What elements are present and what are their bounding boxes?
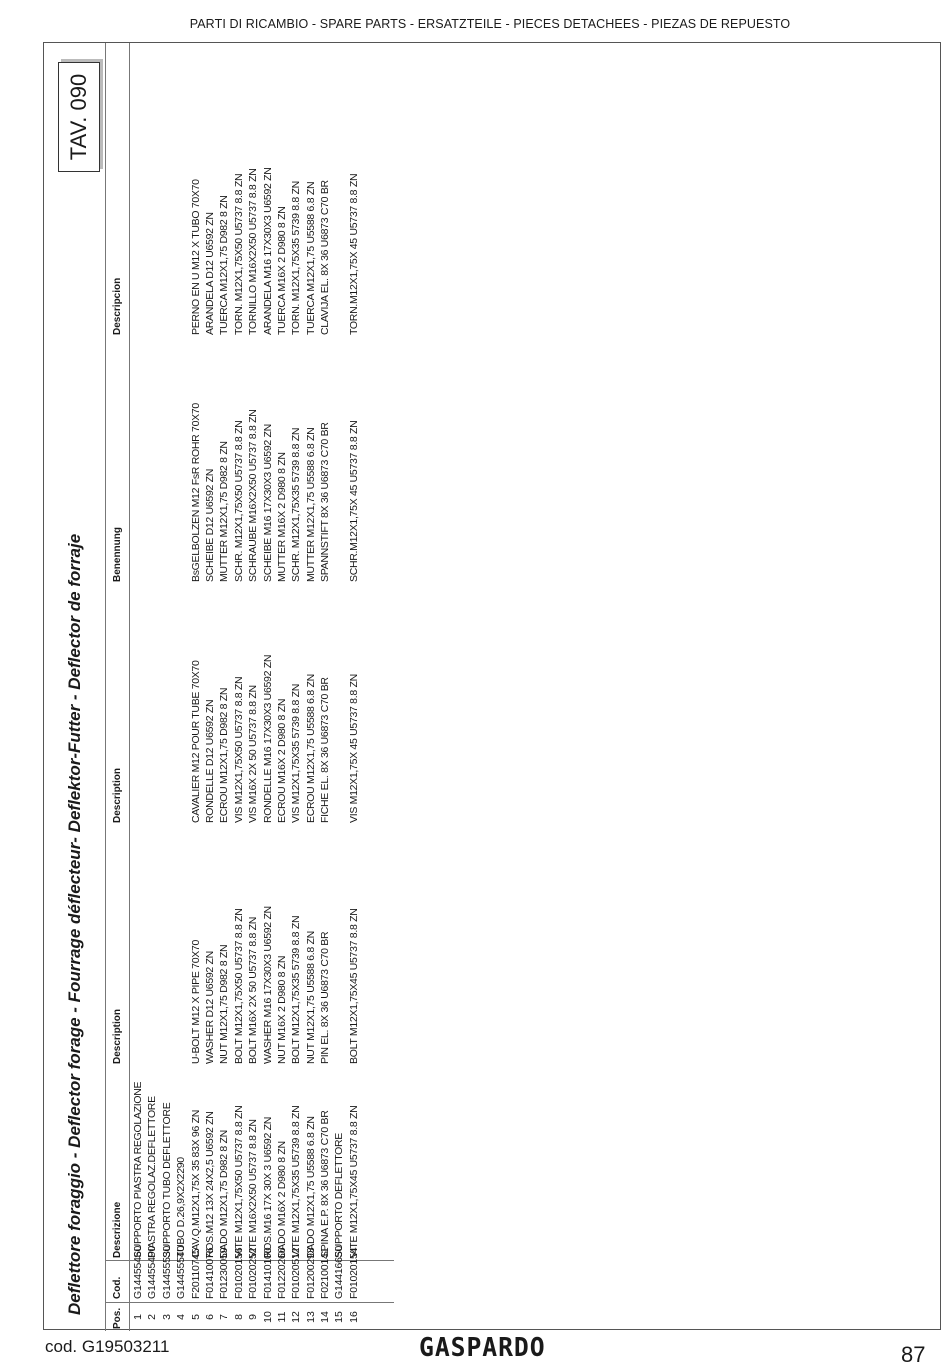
cell-pos: 12 (290, 1311, 303, 1323)
cell-cod: F01020154 (347, 1247, 360, 1299)
table-row (318, 43, 332, 1331)
column-header-cod: Cod. (112, 1276, 123, 1299)
cell-french: CAVALIER M12 POUR TUBE 70X70 (189, 660, 202, 823)
cell-french: RONDELLE M16 17X30X3 U6592 ZN (261, 654, 274, 823)
cell-pos: 8 (232, 1314, 245, 1320)
cell-italian: SUPPORTO DEFLETTORE (333, 1133, 346, 1258)
cell-german: SPANNSTIFT 8X 36 U6873 C70 BR (319, 422, 332, 582)
table-row (347, 43, 361, 1331)
cell-french: ECROU M12X1,75 D982 8 ZN (218, 687, 231, 823)
cell-cod: F01410100 (261, 1247, 274, 1299)
cell-english: BOLT M12X1,75X35 5739 8.8 ZN (290, 915, 303, 1064)
cell-french: RONDELLE D12 U6592 ZN (203, 699, 216, 823)
table-row (246, 43, 260, 1331)
cell-english: WASHER M16 17X30X3 U6592 ZN (261, 906, 274, 1064)
cell-cod: F02100141 (319, 1247, 332, 1299)
brand-logo: GASPARDO (419, 1333, 546, 1363)
cell-spanish: ARANDELA M16 17X30X3 U6592 ZN (261, 167, 274, 335)
cell-cod: F01020512 (290, 1247, 303, 1299)
cell-italian: SUPPORTO TUBO DEFLETTORE (160, 1102, 173, 1258)
cell-spanish: TORN. M12X1,75X50 U5737 8.8 ZN (232, 173, 245, 335)
cell-spanish: TUERCA M16X 2 D980 8 ZN (275, 206, 288, 335)
rotated-table-area (44, 43, 942, 1331)
column-header-french: Description (112, 767, 123, 823)
table-row (261, 43, 275, 1331)
cell-cod: G14416650 (333, 1245, 346, 1299)
cell-english: BOLT M12X1,75X50 U5737 8.8 ZN (232, 908, 245, 1064)
table-header-rule (129, 43, 130, 1331)
table-reference-box: TAV. 090 (58, 62, 100, 172)
cell-italian: ROS.M12 13X 24X2,5 U6592 ZN (203, 1111, 216, 1258)
cell-italian: ROS.M16 17X 30X 3 U6592 ZN (261, 1116, 274, 1258)
cell-german: BsGELBOLZEN M12 FsR ROHR 70X70 (189, 403, 202, 582)
cell-italian: SPINA E.P. 8X 36 U6873 C70 BR (319, 1110, 332, 1258)
table-row (189, 43, 203, 1331)
cell-french: VIS M16X 2X 50 U5737 8.8 ZN (247, 685, 260, 823)
cell-italian: SUPPORTO PIASTRA REGOLAZIONE (132, 1081, 144, 1258)
cell-english: NUT M12X1,75 U5588 6.8 ZN (304, 931, 317, 1064)
table-row (289, 43, 303, 1331)
parts-sheet (43, 42, 941, 1330)
document-code: cod. G19503211 (45, 1337, 170, 1356)
cell-spanish: CLAVIJA EL. 8X 36 U6873 C70 BR (319, 180, 332, 335)
cell-italian: VITE M12X1,75X50 U5737 8.8 ZN (232, 1105, 245, 1258)
table-row (217, 43, 231, 1331)
cell-cod: F01220266 (275, 1247, 288, 1299)
column-header-german: Benennung (112, 527, 123, 582)
cell-pos: 9 (247, 1314, 260, 1320)
cell-pos: 4 (175, 1314, 188, 1320)
cell-spanish: TUERCA M12X1,75 U5588 6.8 ZN (304, 181, 317, 335)
cell-german: SCHR.M12X1,75X 45 U5737 8.8 ZN (347, 420, 360, 582)
cell-german: SCHR. M12X1,75X50 U5737 8.8 ZN (232, 420, 245, 582)
cell-german: SCHEIBE D12 U6592 ZN (203, 468, 216, 582)
table-row (131, 43, 145, 1331)
cell-cod: F20110745 (189, 1248, 202, 1299)
table-row (332, 43, 346, 1331)
table-row (174, 43, 188, 1331)
cell-french: ECROU M16X 2 D980 8 ZN (275, 698, 288, 823)
cell-german: SCHEIBE M16 17X30X3 U6592 ZN (261, 424, 274, 582)
cell-pos: 6 (203, 1314, 216, 1320)
cell-cod: F01200293 (304, 1247, 317, 1299)
cell-italian: VITE M16X2X50 U5737 8.8 ZN (247, 1119, 260, 1258)
cell-italian: DADO M12X1,75 U5588 6.8 ZN (304, 1116, 317, 1258)
table-row (275, 43, 289, 1331)
spare-parts-languages-header: PARTI DI RICAMBIO - SPARE PARTS - ERSATZTEILE - PIECES DETACHEES - PIEZAS DE REPUESTO (189, 17, 791, 31)
table-row (304, 43, 318, 1331)
cell-pos: 3 (160, 1314, 173, 1320)
cell-cod: F01020252 (247, 1247, 260, 1299)
column-header-spanish: Descripcion (112, 277, 123, 335)
cell-pos: 7 (218, 1314, 231, 1320)
cell-pos: 2 (146, 1314, 159, 1320)
cell-italian: VITE M12X1,75X45 U5737 8.8 ZN (347, 1105, 360, 1258)
cell-pos: 14 (319, 1311, 332, 1323)
cell-german: MUTTER M12X1,75 U5588 6.8 ZN (304, 427, 317, 582)
cell-spanish: PERNO EN U M12 X TUBO 70X70 (189, 179, 202, 335)
page-title: Deflettore foraggio - Deflector forage - Fourrage déflecteur- Deflektor-Futter - Deflector de forraje (65, 533, 84, 1315)
cell-spanish: TORN.M12X1,75X 45 U5737 8.8 ZN (347, 173, 360, 335)
cell-italian: DADO M12X1,75 D982 8 ZN (218, 1130, 231, 1258)
cell-cod: G14455540 (175, 1245, 188, 1299)
cell-german: MUTTER M12X1,75 D982 8 ZN (218, 441, 231, 582)
column-header-english: Description (112, 1008, 123, 1064)
cell-pos: 16 (347, 1311, 360, 1323)
table-row (160, 43, 174, 1331)
page-number: 87 (901, 1342, 926, 1367)
cell-pos: 13 (304, 1311, 317, 1323)
cell-german: SCHRAUBE M16X2X50 U5737 8.8 ZN (247, 409, 260, 582)
cell-cod: G14455460 (132, 1245, 144, 1299)
cell-pos: 15 (333, 1311, 346, 1323)
parts-table-body (131, 43, 361, 1331)
cell-german: MUTTER M16X 2 D980 8 ZN (275, 452, 288, 582)
table-row (203, 43, 217, 1331)
cell-french: ECROU M12X1,75 U5588 6.8 ZN (304, 674, 317, 823)
cell-cod: F01230059 (218, 1247, 231, 1299)
cell-cod: G14455530 (160, 1245, 173, 1299)
cell-pos: 10 (261, 1311, 274, 1323)
column-header-italian: Descrizione (112, 1201, 123, 1258)
cell-english: NUT M12X1,75 D982 8 ZN (218, 944, 231, 1064)
cell-italian: VITE M12X1,75X35 U5739 8.8 ZN (290, 1105, 303, 1258)
cell-french: VIS M12X1,75X35 5739 8.8 ZN (290, 684, 303, 823)
cell-english: BOLT M12X1,75X45 U5737 8.8 ZN (347, 908, 360, 1064)
cell-english: U-BOLT M12 X PIPE 70X70 (189, 939, 202, 1064)
cell-german: SCHR. M12X1,75X35 5739 8.8 ZN (290, 427, 303, 582)
cell-cod: F01020156 (232, 1247, 245, 1299)
cell-italian: DADO M16X 2 D980 8 ZN (275, 1141, 288, 1258)
table-row (145, 43, 159, 1331)
cell-french: VIS M12X1,75X 45 U5737 8.8 ZN (347, 674, 360, 823)
cell-english: WASHER D12 U6592 ZN (203, 951, 216, 1064)
cell-italian: TUBO D.26,9X2X2290 (175, 1157, 188, 1258)
column-header-pos: Pos. (112, 1307, 123, 1329)
cell-cod: G14455490 (146, 1245, 159, 1299)
cell-spanish: ARANDELA D12 U6592 ZN (203, 212, 216, 335)
cell-cod: F01410076 (203, 1247, 216, 1299)
table-top-rule (105, 43, 106, 1331)
cell-pos: 1 (132, 1314, 144, 1320)
cell-french: VIS M12X1,75X50 U5737 8.8 ZN (232, 676, 245, 823)
cell-english: PIN EL. 8X 36 U6873 C70 BR (319, 931, 332, 1064)
table-row (232, 43, 246, 1331)
cell-spanish: TUERCA M12X1,75 D982 8 ZN (218, 195, 231, 335)
cell-italian: CAV.Q.M12X1,75X 35 83X 96 ZN (189, 1109, 202, 1258)
cell-spanish: TORN. M12X1,75X35 5739 8.8 ZN (290, 181, 303, 335)
cell-english: BOLT M16X 2X 50 U5737 8.8 ZN (247, 916, 260, 1064)
cell-italian: PIASTRA REGOLAZ.DEFLETTORE (146, 1096, 159, 1258)
cell-english: NUT M16X 2 D980 8 ZN (275, 955, 288, 1064)
cell-spanish: TORNILLO M16X2X50 U5737 8.8 ZN (247, 168, 260, 335)
cell-pos: 11 (275, 1311, 288, 1323)
cell-pos: 5 (189, 1314, 202, 1320)
cell-french: FICHE EL. 8X 36 U6873 C70 BR (319, 677, 332, 823)
